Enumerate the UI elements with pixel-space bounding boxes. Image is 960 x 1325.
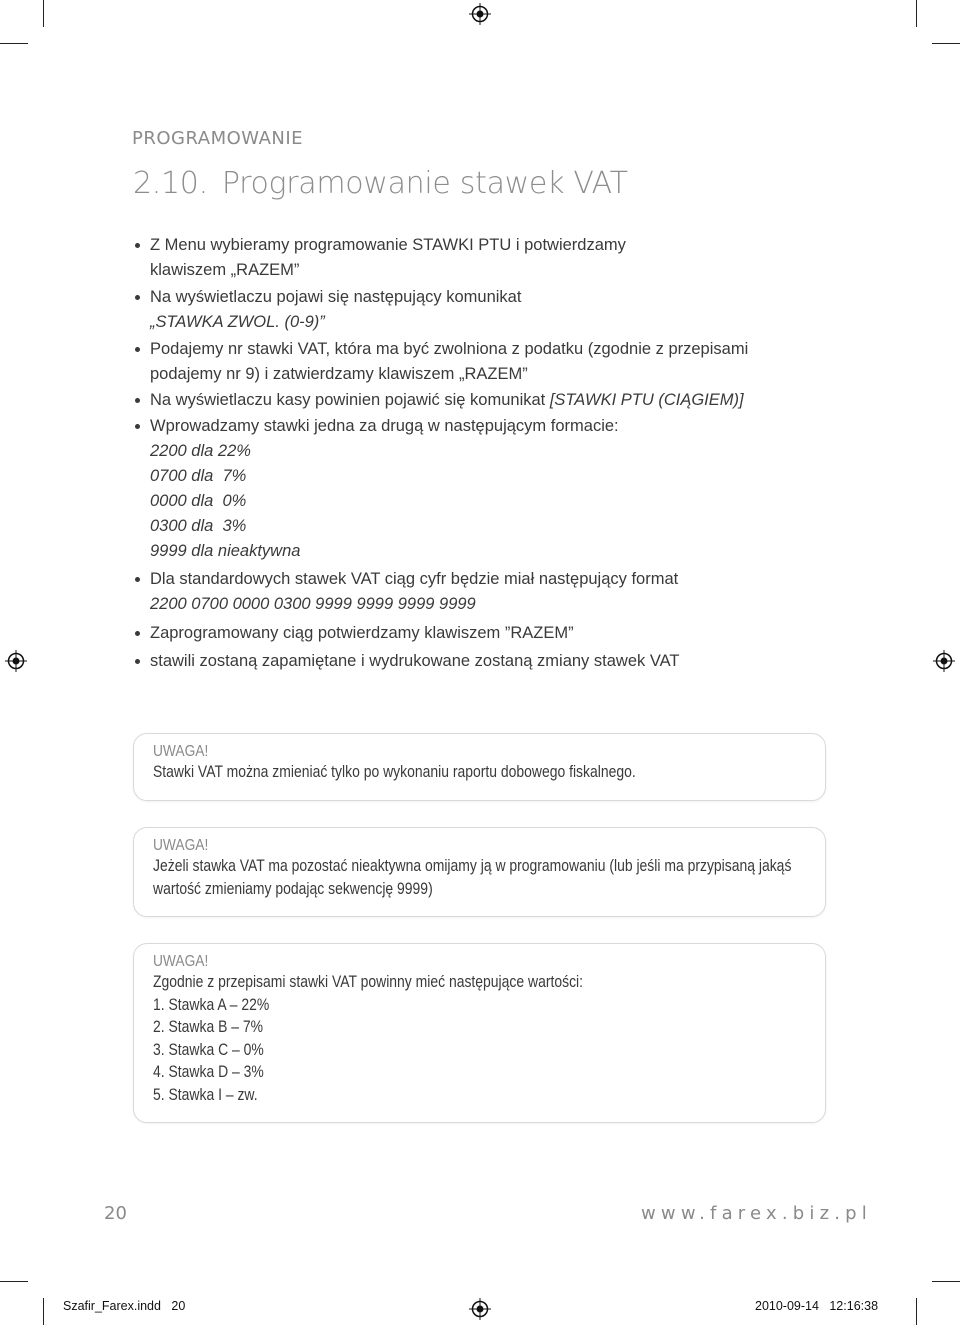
format-line: 0300 dla 3% (150, 517, 247, 535)
registration-mark-icon (933, 650, 955, 672)
format-line: 0000 dla 0% (150, 492, 247, 510)
bullet-icon (135, 295, 140, 300)
bullet-icon (135, 424, 140, 429)
slug-timestamp: 2010-09-14 12:16:38 (755, 1299, 879, 1313)
bullet-icon (135, 631, 140, 636)
steps-list (133, 233, 853, 674)
registration-mark-icon (469, 1298, 491, 1320)
page-number: 20 (104, 1203, 127, 1224)
format-line: 9999 dla nieaktywna (150, 542, 301, 560)
vat-rate-item: 3. Stawka C – 0% (153, 1039, 264, 1059)
bullet-icon (135, 398, 140, 403)
format-line: 0700 dla 7% (150, 467, 247, 485)
bullet-icon (135, 243, 140, 248)
slug-filename: Szafir_Farex.indd 20 (63, 1299, 186, 1313)
list-item: Zaprogramowany ciąg potwierdzamy klawiszem ”RAZEM” (133, 621, 853, 646)
vat-rate-item: 4. Stawka D – 3% (153, 1062, 264, 1081)
list-item: stawili zostaną zapamiętane i wydrukowane zostaną zmiany stawek VAT (133, 649, 853, 674)
vat-rate-item: 1. Stawka A – 22% (153, 994, 270, 1014)
registration-mark-icon (5, 650, 27, 672)
list-item: Dla standardowych stawek VAT ciąg cyfr będzie miał następujący format 2200 0700 0000 0300 9999 9999 9999 9999 (133, 567, 853, 617)
vat-rate-item: 2. Stawka B – 7% (153, 1017, 264, 1036)
note-heading: UWAGA! (153, 953, 209, 970)
page-title (133, 166, 628, 201)
note-text: Zgodnie z przepisami stawki VAT powinny mieć następujące wartości: (153, 972, 584, 991)
warning-note (133, 943, 826, 1123)
format-line: 2200 dla 22% (150, 442, 251, 460)
list-item: Wprowadzamy stawki jedna za drugą w następującym formacie: 2200 dla 22% 0700 dla 7% 0000 dla 0% 0300 dla 3% 9999 dla nieaktywna (133, 414, 853, 564)
note-heading: UWAGA! (153, 837, 209, 854)
list-item: Na wyświetlaczu pojawi się następujący komunikat „STAWKA ZWOL. (0-9)” (133, 285, 853, 335)
title-text: Programowanie stawek VAT (221, 166, 628, 201)
crop-mark (916, 1298, 917, 1325)
list-item: Z Menu wybieramy programowanie STAWKI PTU i potwierdzamy klawiszem „RAZEM” (133, 233, 853, 283)
format-lines (150, 439, 853, 564)
bullet-icon (135, 577, 140, 582)
warning-note (133, 827, 826, 917)
title-number: 2.10. (133, 166, 208, 201)
bullet-icon (135, 347, 140, 352)
bullet-icon (135, 659, 140, 664)
crop-mark (932, 43, 960, 44)
crop-mark (916, 0, 917, 27)
display-message: [STAWKI PTU (CIĄGIEM)] (549, 391, 744, 409)
vat-rate-item: 5. Stawka I – zw. (153, 1084, 258, 1104)
note-text: Stawki VAT można zmieniać tylko po wykonaniu raportu dobowego fiskalnego. (153, 762, 636, 781)
crop-mark (932, 1281, 960, 1282)
note-heading: UWAGA! (153, 743, 209, 760)
note-text: Jeżeli stawka VAT ma pozostać nieaktywna omijamy ją w programowaniu (lub jeśli ma przypisaną jakąś (153, 856, 792, 875)
note-text: wartość zmieniamy podając sekwencję 9999) (153, 878, 433, 898)
registration-mark-icon (469, 3, 491, 25)
crop-mark (43, 0, 44, 27)
website-link[interactable]: www.farex.biz.pl (641, 1203, 872, 1224)
warning-note (133, 733, 826, 801)
section-label: PROGRAMOWANIE (132, 128, 304, 149)
crop-mark (43, 1298, 44, 1325)
list-item: Na wyświetlaczu kasy powinien pojawić się komunikat [STAWKI PTU (CIĄGIEM)] (133, 388, 853, 413)
list-item: Podajemy nr stawki VAT, która ma być zwolniona z podatku (zgodnie z przepisami podajemy nr 9) i zatwierdzamy klawiszem „RAZEM” (133, 337, 853, 387)
crop-mark (0, 43, 28, 44)
crop-mark (0, 1281, 28, 1282)
